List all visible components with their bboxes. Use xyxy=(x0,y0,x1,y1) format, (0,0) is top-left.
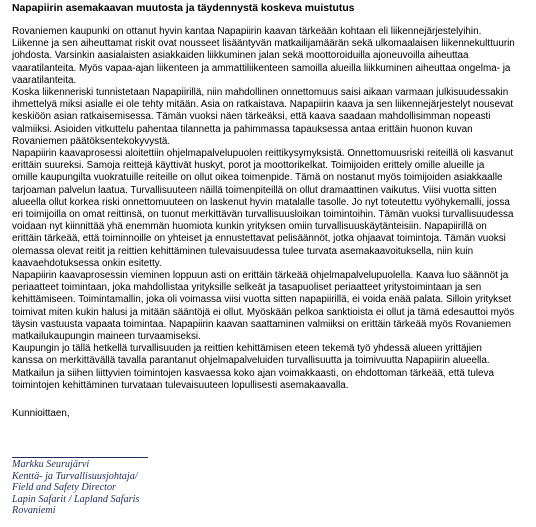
text-line: olemassa olevat reitit ja reittien kehittäminen tulevaisuudessa tulee turvata asemakaavoituksella, niin kuin xyxy=(12,245,474,257)
signature-rule xyxy=(12,457,148,458)
text-line: täysin vastuusta vapaata toimintaa. Napapiirin kaavan saattaminen valmiiksi on erittäin tärkeää myös Rovaniemen xyxy=(12,318,511,330)
text-line: erittäin tärkeää, että toiminnoille on yhteiset ja ennustettavat pelisäännöt, jotka ohjaavat toimintoja. Tämän vuoksi xyxy=(12,233,506,245)
text-line: vaaratilanteita. xyxy=(12,74,77,86)
signature-block xyxy=(12,459,532,517)
text-line: alueella ollut korkea riski onnettomuuteen on laskenut hyvin matalalle tasolle. Jo nyt toteutettu vyöhykemalli, jossa xyxy=(12,196,510,208)
text-line: Napapiirin kaavaprosessi aloitettiin ohjelmapalvelupuolen reittikysymyksistä. Onnettomuusriski reiteillä oli kasvanut xyxy=(12,148,514,160)
text-line: Kaupungin jo tällä hetkellä turvallisuuden ja reittien kehittämisen eteen tekemä työ yhdessä alueen yrittäjien xyxy=(12,343,482,355)
text-line: Rovaniemen päätöksentekokyvystä. xyxy=(12,135,171,147)
text-line: omille kaupungilta vuokratuille reiteille on ollut oikea toimenpide. Tämä on nostanut myös toimijoiden asiakkaalle xyxy=(12,172,503,184)
signer-name: Markku Seurujärvi xyxy=(12,459,90,471)
paragraph-risk xyxy=(12,87,532,148)
text-line: toimivat miten kukin halusi ja mitään sääntöjä ei ollut. Myöskään pelkoa sanktioista ei ollut ja tämä edesauttoi myös xyxy=(12,306,515,318)
text-line: keskiöön asian ratkaisemisessa. Tämän vuoksi näen tärkeäksi, että kaava saadaan mahdollisimman nopeasti xyxy=(12,111,491,123)
text-line: matkailukaupungin maineen turvaamiseksi. xyxy=(12,331,201,343)
text-line: Koska liikenneriski tunnistetaan Napapiirillä, niin mahdollinen onnettomuus saisi aikaan varmaan julkisuudessakin xyxy=(12,87,509,99)
text-line: johdosta. Varsinkin aasialaisten asiakkaiden liikkuminen jalan sekä moottoroiduilla ajoneuvoilla aiheuttaa xyxy=(12,50,469,62)
text-line: toimintojen kehittäminen turvataan tulevaisuuteen lopullisesti asemakaavalla. xyxy=(12,379,349,391)
text-line: Rovaniemen kaupunki on ottanut hyvin kantaa Napapiirin kaavan tärkeään kohtaan eli liikennejärjestelyihin. xyxy=(12,26,482,37)
text-line: erittäin suureksi. Samoja reittejä käyttivät huskyt, porot ja moottorikelkat. Toimijoiden erittely omille alueille ja xyxy=(12,160,485,172)
paragraph-process xyxy=(12,270,532,343)
text-line: eri toimijoilla on omat reittinsä, on tuonut merkittävän turvallisuusloikan toimintoihin. Tämän vuoksi turvallisuudessa xyxy=(12,209,514,221)
text-line: tarjoaman palvelun laatua. Turvallisuuteen näillä toimenpiteillä on ollut dramaattinen vaikutus. Viisi vuotta sitten xyxy=(12,184,497,196)
text-line: Liikenne ja sen aiheuttamat riskit ovat nousseet lisääntyvän matkailijamäärän sekä ulkomaalaisen liikennekulttuurin xyxy=(12,38,515,50)
document-title: Napapiirin asemakaavan muutosta ja täydennystä koskeva muistutus xyxy=(12,3,355,14)
text-line: Matkailun ja siihen liittyvien toimintojen kasvaessa koko ajan voimakkaasti, on ehdottoman tärkeää, että tuleva xyxy=(12,367,494,379)
signer-title-fi: Kenttä- ja Turvallisuusjohtaja/ xyxy=(12,470,138,482)
paragraph-conclusion xyxy=(12,343,532,392)
text-line: kehittämiseen. Toimintamallin, joka oli voimassa viisi vuotta sitten napapiirillä, ei voida enää palata. Silloin yritykset xyxy=(12,294,512,306)
text-line: vaaratilanteita. Myös vapaa-ajan liikenteen ja ammattiliikenteen samoilla alueilla liikkuminen aiheuttaa ongelma- ja xyxy=(12,62,511,74)
signer-title-en: Field and Safety Director xyxy=(12,482,117,494)
text-line: voidaan nyt kiinnittää yhä enemmän huomiota kunkin yrityksen omiin turvallisuuskäytänteisiin. Napapiirillä on xyxy=(12,221,487,233)
signer-company: Lapin Safarit / Lapland Safaris xyxy=(12,493,140,505)
text-line: periaatteet toimintaan, joka mahdollistaa yrityksille selkeät ja tasapuoliset periaatteet yritystoimintaan ja sen xyxy=(12,282,482,294)
signer-location: Rovaniemi xyxy=(12,505,56,517)
paragraph-routes xyxy=(12,148,532,270)
text-line: kaavaehdotuksessa onkin esitetty. xyxy=(12,257,162,269)
closing-phrase: Kunnioittaen, xyxy=(12,408,70,420)
text-line: kanssa on merkittävällä tavalla parantanut ohjelmapalveluiden turvallisuutta ja toimivuutta Napapiirin alueella. xyxy=(12,355,490,367)
text-line: Napapiirin kaavaprosessin vieminen loppuun asti on erittäin tärkeää ohjelmapalvelupuolella. Kaava luo säännöt ja xyxy=(12,270,509,282)
paragraph-traffic xyxy=(12,26,532,87)
text-line: ihmettelyä miksi asialle ei ole tehty mitään. Asia on ratkaistava. Napapiirin kaava ja sen liikennejärjestelyt nousevat xyxy=(12,99,514,111)
letter xyxy=(12,2,532,517)
text-line: valmiiksi. Asioiden vitkuttelu pahentaa tilannetta ja pahimmassa tapauksessa antaa erittäin huonon kuvan xyxy=(12,123,473,135)
